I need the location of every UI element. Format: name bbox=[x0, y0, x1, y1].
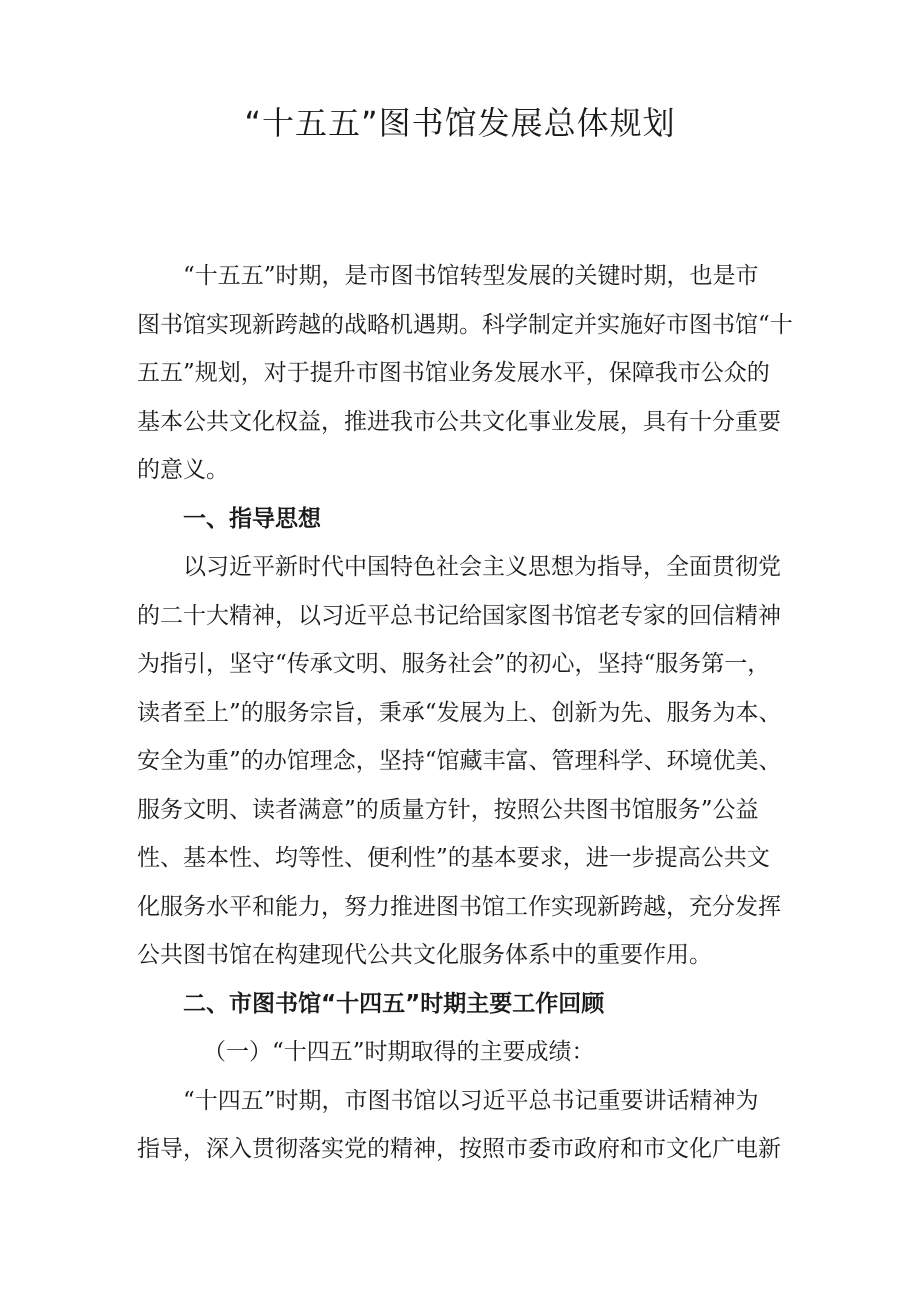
section-heading-review: 二、市图书馆“十四五”时期主要工作回顾 bbox=[183, 990, 605, 1017]
guiding-ideology-paragraph bbox=[137, 543, 797, 980]
document-body bbox=[137, 252, 797, 1174]
text-line: 服务文明、读者满意”的质量方针，按照公共图书馆服务”公益 bbox=[137, 796, 759, 823]
subsection-heading-achievements: （一）“十四五”时期取得的主要成绩： bbox=[203, 1039, 595, 1065]
text-line: 图书馆实现新跨越的战略机遇期。科学制定并实施好市图书馆“十 bbox=[137, 311, 793, 338]
achievements-paragraph bbox=[137, 1077, 797, 1174]
text-line: 性、基本性、均等性、便利性”的基本要求，进一步提高公共文 bbox=[137, 845, 770, 871]
text-line: 的意义。 bbox=[137, 457, 229, 483]
text-line: 读者至上”的服务宗旨，秉承“发展为上、创新为先、服务为本、 bbox=[137, 699, 782, 726]
text-line: “十五五”时期，是市图书馆转型发展的关键时期，也是市 bbox=[183, 263, 759, 289]
section-heading-guiding-ideology: 一、指导思想 bbox=[183, 505, 321, 532]
text-line: 五五”规划，对于提升市图书馆业务发展水平，保障我市公众的 bbox=[137, 360, 770, 386]
text-line: 化服务水平和能力，努力推进图书馆工作实现新跨越，充分发挥 bbox=[137, 893, 781, 920]
text-line: 指导，深入贯彻落实党的精神，按照市委市政府和市文化广电新 bbox=[137, 1136, 781, 1162]
text-line: 以习近平新时代中国特色社会主义思想为指导，全面贯彻党 bbox=[183, 554, 781, 580]
document-title: “十五五”图书馆发展总体规划 bbox=[244, 104, 676, 142]
text-line: 公共图书馆在构建现代公共文化服务体系中的重要作用。 bbox=[137, 942, 712, 968]
text-line: 的二十大精神，以习近平总书记给国家图书馆老专家的回信精神 bbox=[137, 602, 781, 629]
text-line: 基本公共文化权益，推进我市公共文化事业发展，具有十分重要 bbox=[137, 408, 781, 435]
text-line: 安全为重”的办馆理念，坚持“馆藏丰富、管理科学、环境优美、 bbox=[137, 748, 782, 774]
text-line: 为指引，坚守“传承文明、服务社会”的初心，坚持“服务第一， bbox=[137, 651, 771, 677]
text-line: “十四五”时期，市图书馆以习近平总书记重要讲话精神为 bbox=[183, 1087, 759, 1114]
intro-paragraph bbox=[137, 252, 797, 495]
